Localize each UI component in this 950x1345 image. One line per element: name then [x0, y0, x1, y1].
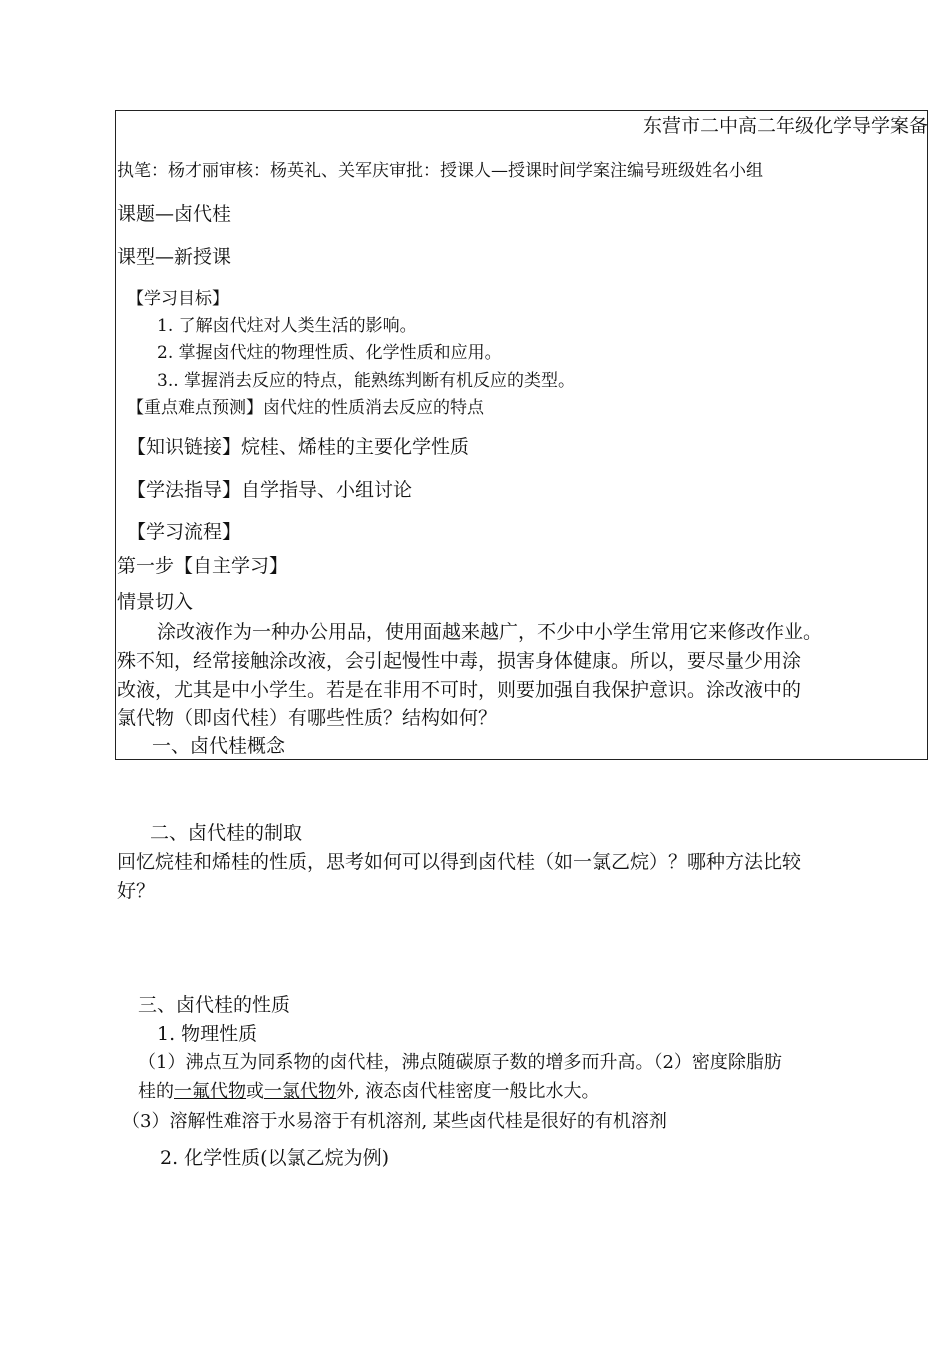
section-one-title: 一、卤代桂概念	[152, 735, 286, 757]
density-connector: 或	[246, 1081, 264, 1102]
method-guide: 【学法指导】自学指导、小组讨论	[127, 479, 413, 501]
section-two-title: 二、卤代桂的制取	[150, 822, 303, 844]
knowledge-link: 【知识链接】烷桂、烯桂的主要化学性质	[127, 436, 470, 458]
density-prefix: 桂的	[138, 1081, 174, 1102]
step-one-heading: 第一步【自主学习】	[117, 555, 289, 577]
objective-item: 3.. 掌握消去反应的特点，能熟练判断有机反应的类型。	[157, 371, 576, 391]
section-two-line: 好？	[117, 880, 156, 902]
paragraph-line: 氯代物（即卤代桂）有哪些性质？结构如何？	[117, 707, 498, 729]
lesson-type: 课型—新授课	[117, 246, 232, 268]
objective-item: 2. 掌握卤代炷的物理性质、化学性质和应用。	[157, 343, 502, 363]
property-line: （3）溶解性难溶于水易溶于有机溶剂, 某些卤代桂是很好的有机溶剂	[122, 1111, 667, 1132]
objective-item: 1. 了解卤代炷对人类生活的影响。	[157, 316, 417, 336]
underlined-term: 一氟代物	[174, 1081, 246, 1102]
author-meta-line: 执笔：杨才丽审核：杨英礼、关军庆审批：授课人—授课时间学案注编号班级姓名小组	[117, 161, 763, 181]
underlined-term: 一氯代物	[264, 1081, 336, 1102]
section-three-title: 三、卤代桂的性质	[138, 994, 291, 1016]
paragraph-line: 殊不知，经常接触涂改液，会引起慢性中毒，损害身体健康。所以，要尽量少用涂	[117, 650, 802, 672]
section-two-line: 回忆烷桂和烯桂的性质，思考如何可以得到卤代桂（如一氯乙烷）？哪种方法比较	[117, 851, 802, 873]
paragraph-line: 涂改液作为一种办公用品，使用面越来越广，不少中小学生常用它来修改作业。	[157, 621, 823, 643]
key-points: 【重点难点预测】卤代炷的性质消去反应的特点	[127, 398, 484, 418]
property-line: （1）沸点互为同系物的卤代桂，沸点随碳原子数的增多而升高。（2）密度除脂肪	[138, 1052, 782, 1073]
process-heading: 【学习流程】	[127, 521, 242, 543]
chemical-properties-heading: 2. 化学性质(以氯乙烷为例)	[160, 1147, 389, 1169]
document-title: 东营市二中高二年级化学导学案备	[642, 115, 928, 137]
objectives-heading: 【学习目标】	[127, 289, 229, 309]
paragraph-line: 改液，尤其是中小学生。若是在非用不可时，则要加强自我保护意识。涂改液中的	[117, 679, 802, 701]
lesson-topic: 课题—卤代桂	[117, 203, 232, 225]
physical-properties-heading: 1. 物理性质	[157, 1023, 258, 1045]
property-line-density	[138, 1083, 599, 1101]
scene-intro-label: 情景切入	[117, 591, 194, 613]
density-suffix: 外, 液态卤代桂密度一般比水大。	[336, 1081, 600, 1102]
